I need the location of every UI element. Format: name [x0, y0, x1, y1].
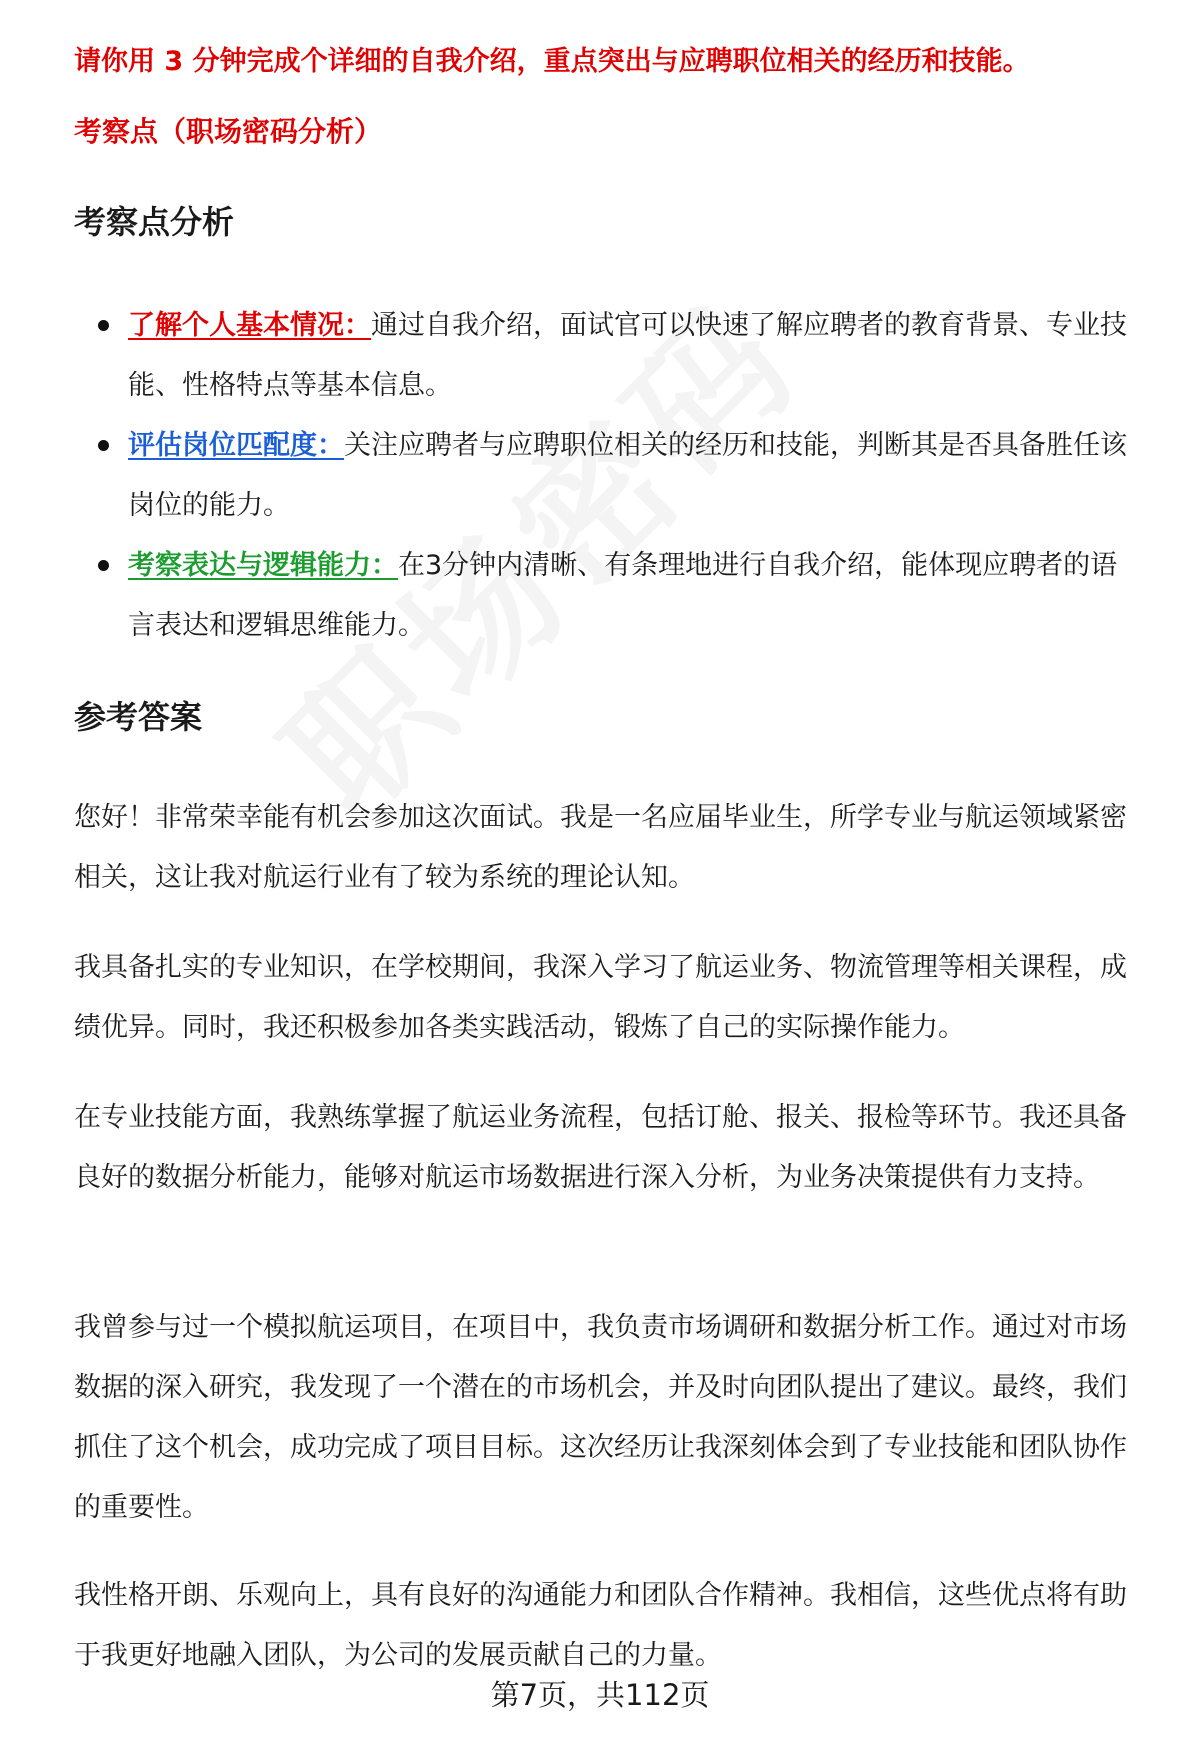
answer-paragraph: 我具备扎实的专业知识，在学校期间，我深入学习了航运业务、物流管理等相关课程，成绩优异。同时，我还积极参加各类实践活动，锻炼了自己的实际操作能力。 [74, 952, 1127, 1043]
bullet-key: 评估岗位匹配度： [128, 430, 344, 461]
bullet-text: 通过自我介绍，面试官可以快速了解应聘者的教育背景、专业技能、性格特点等基本信息。 [128, 310, 1127, 401]
bullet-key: 了解个人基本情况： [128, 310, 371, 341]
page-number: 第7页，共112页 [490, 1678, 710, 1712]
bullet-icon [98, 560, 109, 571]
subtitle: 考察点（职场密码分析） [74, 115, 383, 148]
answer-paragraph: 我性格开朗、乐观向上，具有良好的沟通能力和团队合作精神。我相信，这些优点将有助于我更好地融入团队，为公司的发展贡献自己的力量。 [74, 1580, 1127, 1671]
answer-paragraph: 您好！非常荣幸能有机会参加这次面试。我是一名应届毕业生，所学专业与航运领域紧密相关，这让我对航运行业有了较为系统的理论认知。 [74, 802, 1127, 893]
bullet-icon [98, 440, 109, 451]
bullet-text: 关注应聘者与应聘职位相关的经历和技能，判断其是否具备胜任该岗位的能力。 [128, 430, 1127, 521]
list-item [74, 296, 1144, 416]
list-item [74, 416, 1144, 536]
list-item [74, 536, 1144, 656]
answer-paragraph: 在专业技能方面，我熟练掌握了航运业务流程，包括订舱、报关、报检等环节。我还具备良好的数据分析能力，能够对航运市场数据进行深入分析，为业务决策提供有力支持。 [74, 1102, 1127, 1193]
answer-heading: 参考答案 [74, 698, 203, 736]
bullet-icon [98, 320, 109, 331]
analysis-heading: 考察点分析 [74, 203, 235, 241]
answer-paragraph: 我曾参与过一个模拟航运项目，在项目中，我负责市场调研和数据分析工作。通过对市场数据的深入研究，我发现了一个潜在的市场机会，并及时向团队提出了建议。最终，我们抓住了这个机会，成功完成了项目目标。这次经历让我深刻体会到了专业技能和团队协作的重要性。 [74, 1312, 1127, 1523]
question-text: 请你用 3 分钟完成个详细的自我介绍，重点突出与应聘职位相关的经历和技能。 [74, 46, 1030, 77]
analysis-list [74, 296, 1144, 656]
bullet-key: 考察表达与逻辑能力： [128, 550, 398, 581]
bullet-text: 在3分钟内清晰、有条理地进行自我介绍，能体现应聘者的语言表达和逻辑思维能力。 [128, 550, 1118, 641]
